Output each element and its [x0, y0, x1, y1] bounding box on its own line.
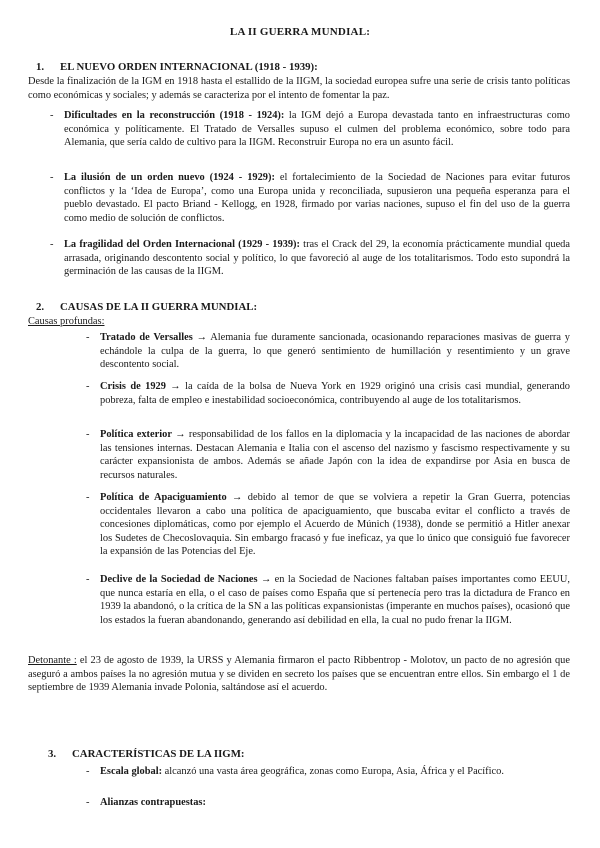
item-text: → Alemania fue duramente sancionada, ocasionando reparaciones masivas de guerra y echándole la culpa de la guerra, lo que generó sentimiento de humillación y resentimiento y un grave descontento social. — [100, 332, 570, 370]
detonante-label: Detonante : — [28, 655, 77, 666]
section-2-number: 2. — [36, 301, 45, 313]
bullet-dash: - — [86, 332, 90, 343]
item-text: → la caída de la bolsa de Nueva York en 1929 originó una crisis casi mundial, generando pobreza, falta de empleo e inestabilidad socioeconómica, contribuyendo al auge de los totalitarismos. — [100, 381, 570, 406]
item-term: Alianzas contrapuestas: — [100, 797, 206, 808]
bullet-dash: - — [86, 492, 90, 503]
detonante-text: el 23 de agosto de 1939, la URSS y Alemania firmaron el pacto Ribbentrop - Molotov, un pacto de no agresión que aseguró a ambos países la no agresión mutua y se dividen en secreto los países que se encuentran entre ellos. Sin embargo el 1 de septiembre de 1939 Alemania invade Polonia, saltándose así el acuerdo. — [28, 655, 570, 693]
detonante-paragraph — [28, 654, 570, 695]
item-term: La ilusión de un orden nuevo (1924 - 1929): — [64, 172, 275, 183]
section-2-item — [100, 491, 570, 559]
section-1-item — [64, 109, 570, 150]
section-3-title: CARACTERÍSTICAS DE LA IIGM: — [72, 748, 245, 760]
item-text: tras el Crack del 29, la economía prácticamente mundial queda arrasada, originando descontento social y político, lo que favoreció al auge de los totalitarismos. Todo esto supondrá la germinación de las causas de la IIGM. — [64, 239, 570, 277]
item-term: Política de Apaciguamiento — [100, 492, 227, 503]
section-2-item — [100, 380, 570, 407]
bullet-dash: - — [50, 110, 54, 121]
bullet-dash: - — [50, 239, 54, 250]
section-2-item — [100, 573, 570, 627]
item-term: Política exterior — [100, 429, 172, 440]
section-2-heading — [36, 301, 257, 315]
section-3-number: 3. — [48, 748, 57, 760]
bullet-dash: - — [50, 172, 54, 183]
item-term: La fragilidad del Orden Internacional (1929 - 1939): — [64, 239, 300, 250]
section-3-item — [100, 796, 570, 810]
item-text: la IGM dejó a Europa devastada tanto en infraestructuras como económica y políticamente. El Tratado de Versalles supuso el culmen del problema económico, sobre todo para Alemania, que sería caldo de cultivo para la IIGM. Reconstruir Europa no era un asunto fácil. — [64, 110, 570, 148]
item-text: → debido al temor de que se volviera a repetir la Gran Guerra, potencias occidentales llevaron a cabo una política de apaciguamiento, que buscaba evitar el conflicto a través de concesiones diplomáticas, como por ejemplo el Acuerdo de Múnich (1938), donde se permitió a Hitler anexar los Sudetes de Checoslovaquia. Sin embargo fracasó y fue ineficaz, ya que lo único que consiguió fue favorecer la expansión de las Potencias del Eje. — [100, 492, 570, 557]
section-1-intro: Desde la finalización de la IGM en 1918 hasta el estallido de la IIGM, la sociedad europea sufre una serie de crisis tanto políticas como económicas y sociales; y además se caracteriza por el intento de fomentar la paz. — [28, 76, 570, 101]
section-1-title: EL NUEVO ORDEN INTERNACIONAL (1918 - 1939): — [60, 61, 318, 73]
item-text: alcanzó una vasta área geográfica, zonas como Europa, Asia, África y el Pacífico. — [162, 766, 504, 777]
section-1-item — [64, 171, 570, 225]
bullet-dash: - — [86, 429, 90, 440]
item-term: Dificultades en la reconstrucción (1918 - 1924): — [64, 110, 285, 121]
item-text: el fortalecimiento de la Sociedad de Naciones para evitar futuros conflictos y la ‘Idea de Europa’, como una Europa unida y reconciliada, supusieron una pequeña esperanza para el pueblo devastado. El pacto Briand - Kellogg, en 1928, firmado por varias naciones, supuso el fin del uso de la guerra como medio de solución de conflictos. — [64, 172, 570, 224]
section-1-heading — [36, 61, 318, 75]
section-3-heading — [48, 748, 244, 762]
bullet-dash: - — [86, 797, 90, 808]
section-1-number: 1. — [36, 61, 45, 73]
section-2-item — [100, 428, 570, 482]
item-text: → responsabilidad de los fallos en la diplomacia y la incapacidad de las naciones de abordar las tensiones internas. Destacan Alemania e Italia con el ascenso del nazismo y fascismo respectivamente y su carácter expansionista de ambos. Además se añade Japón con la idea de expandirse por Asia en busca de recursos naturales. — [100, 429, 570, 481]
bullet-dash: - — [86, 381, 90, 392]
item-term: Declive de la Sociedad de Naciones — [100, 574, 258, 585]
section-2-title: CAUSAS DE LA II GUERRA MUNDIAL: — [60, 301, 258, 313]
bullet-dash: - — [86, 766, 90, 777]
item-term: Crisis de 1929 — [100, 381, 166, 392]
item-term: Escala global: — [100, 766, 163, 777]
section-3-item — [100, 765, 570, 779]
bullet-dash: - — [86, 574, 90, 585]
section-2-item — [100, 331, 570, 372]
item-term: Tratado de Versalles — [100, 332, 193, 343]
section-1-item — [64, 238, 570, 279]
document-title: LA II GUERRA MUNDIAL: — [229, 26, 371, 38]
section-2-subheading: Causas profundas: — [28, 316, 105, 327]
item-text: → en la Sociedad de Naciones faltaban países importantes como EEUU, que nunca estaría en ella, o el caso de países como España que sí pertenecía pero tras la dictadura de Franco en 1939 la abandonó, o la crítica de la SN a las políticas expansionistas (imperante en muchos países), ocasionó que los estados la fueran abandonando, generando así debilidad en ella, la cual no pudo frenar la IIGM. — [100, 574, 570, 626]
